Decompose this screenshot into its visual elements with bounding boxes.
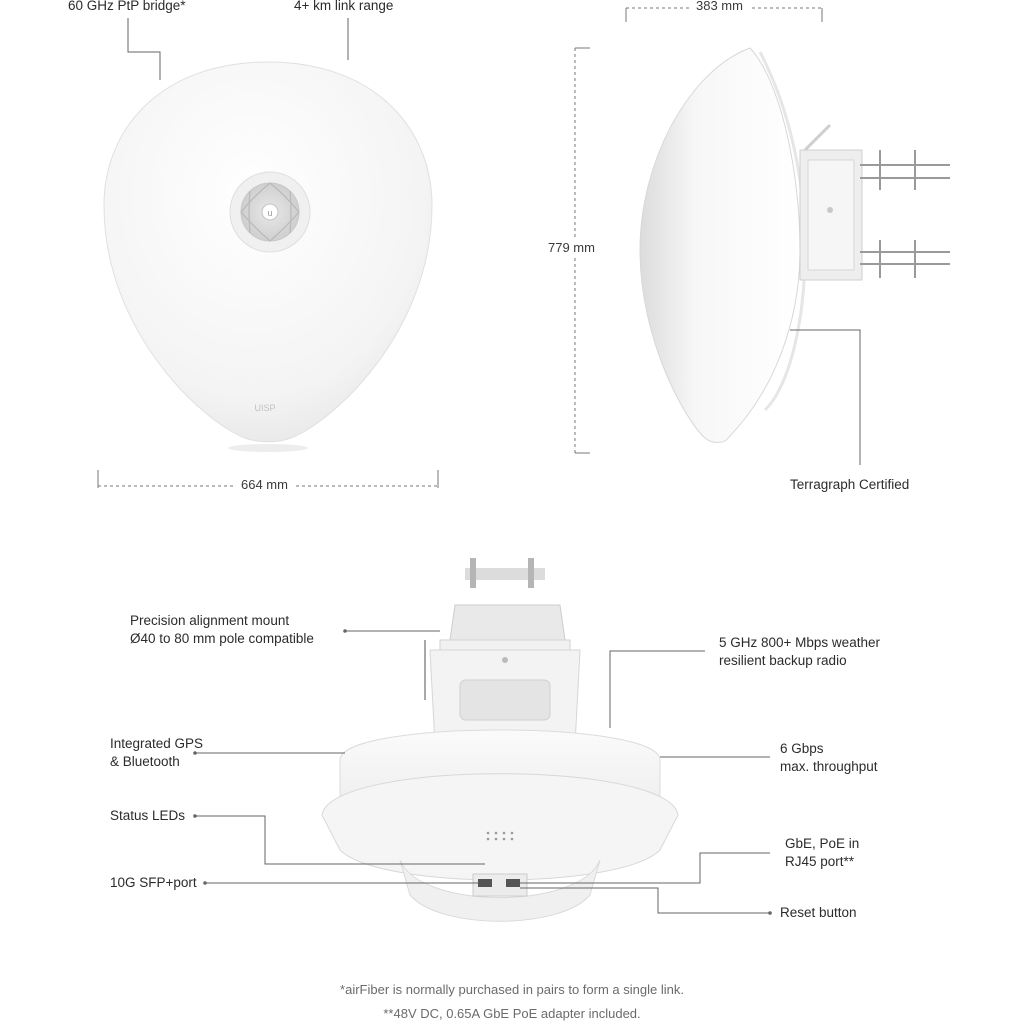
backup-radio-label-line1: 5 GHz 800+ Mbps weather bbox=[719, 635, 880, 650]
mount-label-line2: Ø40 to 80 mm pole compatible bbox=[130, 631, 314, 646]
svg-text:u: u bbox=[267, 208, 273, 218]
depth-dimension-label: 383 mm bbox=[690, 0, 749, 13]
footnote-adapter: **48V DC, 0.65A GbE PoE adapter included. bbox=[383, 1006, 641, 1021]
reset-button-label: Reset button bbox=[780, 905, 857, 920]
gps-label-line1: Integrated GPS bbox=[110, 736, 204, 751]
footnote-pairs: *airFiber is normally purchased in pairs to form a single link. bbox=[340, 982, 684, 997]
throughput-label-line2: max. throughput bbox=[780, 759, 878, 774]
side-view-dish bbox=[640, 48, 950, 443]
bottom-view-dish bbox=[322, 558, 678, 921]
ptp-bridge-label: 60 GHz PtP bridge* bbox=[68, 0, 186, 13]
terragraph-label: Terragraph Certified bbox=[790, 477, 910, 492]
throughput-label-line1: 6 Gbps bbox=[780, 741, 824, 756]
link-range-label: 4+ km link range bbox=[294, 0, 394, 13]
poe-port-label-line1: GbE, PoE in bbox=[785, 836, 860, 851]
height-dimension-label: 779 mm bbox=[542, 240, 601, 255]
status-leds-label: Status LEDs bbox=[110, 808, 186, 823]
poe-port-label-line2: RJ45 port** bbox=[785, 854, 855, 869]
front-view-dish bbox=[104, 62, 432, 452]
front-logo: UISP bbox=[254, 403, 276, 413]
backup-radio-label-line2: resilient backup radio bbox=[719, 653, 847, 668]
gps-label-line2: & Bluetooth bbox=[110, 754, 180, 769]
sfp-port-label: 10G SFP+port bbox=[110, 875, 197, 890]
mount-label-line1: Precision alignment mount bbox=[130, 613, 290, 628]
width-dimension-label: 664 mm bbox=[235, 477, 294, 492]
terragraph-leader bbox=[790, 330, 860, 465]
